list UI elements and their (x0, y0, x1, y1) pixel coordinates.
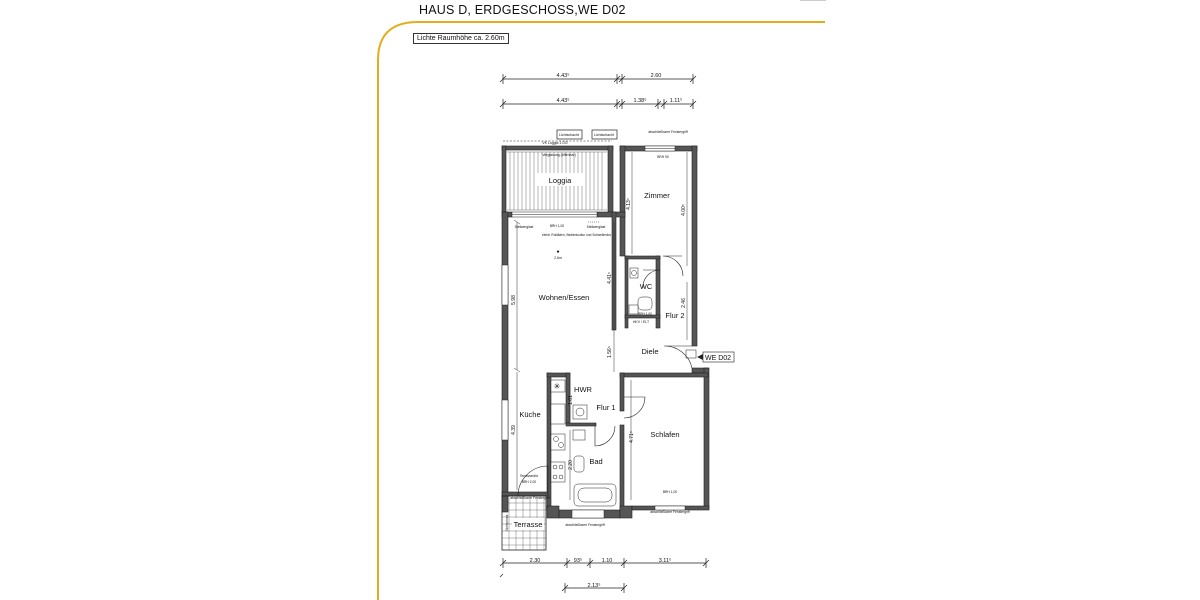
top-dimensions (500, 74, 696, 109)
dim-top-2c: 1.11⁵ (669, 98, 683, 104)
dim-bad-h: 2.20 (568, 460, 574, 470)
dim-zimmer-w: 4.13⁵ (626, 198, 632, 210)
room-flur2: Flur 2 (665, 311, 685, 320)
dim-wc-h: 2.46 (681, 298, 687, 308)
entrance-arrow-icon (697, 354, 703, 360)
glazing-note: Verglasung (öffenbar) (542, 153, 576, 157)
note-brh-100: BRH 1,00 (549, 224, 565, 228)
dim-bottom-1d: 3.11⁵ (658, 558, 672, 564)
lichtschacht-label-2: Lichtschacht (594, 133, 614, 137)
lichtschacht-label-1: Lichtschacht (559, 133, 579, 137)
note-rollladen: elektr. Rollläden, Bedienkontur und Schwellenlos (542, 233, 611, 237)
internal-dimensions (514, 152, 687, 500)
dim-zimmer-h: 4.00⁵ (681, 204, 687, 216)
bath-fixtures (573, 405, 616, 506)
window-lock-note-bad: abschließbarer Fenstergriff (565, 523, 605, 527)
room-loggia: Loggia (548, 176, 572, 185)
ceiling-height-note: Lichte Raumhöhe ca. 2.60m (413, 33, 509, 44)
dim-wohnen-side: 4.41⁵ (607, 272, 613, 284)
room-wc: WC (639, 282, 653, 291)
walls (502, 146, 709, 518)
note-hkv-elt: HKV / ELT (632, 320, 650, 324)
dim-hwr-h: 1.61 (568, 395, 574, 405)
dim-top-1a: 4.43⁵ (556, 73, 570, 79)
window-lock-note-zimmer: abschließbarer Fenstergriff (648, 130, 688, 134)
room-kueche: Küche (519, 410, 541, 419)
dim-top-1b: 2.60 (650, 73, 662, 79)
dim-top-2b: 1.38⁵ (633, 98, 647, 104)
room-zimmer: Zimmer (644, 191, 670, 200)
note-brh-wc: BRH 1,00 (638, 312, 652, 316)
room-hwr: HWR (574, 385, 592, 394)
wc-fixtures (629, 268, 652, 314)
room-diele: Diele (641, 347, 659, 356)
window-lock-note-terrace: abschließbarer Fenstergriff (510, 496, 550, 500)
dim-bottom-1a: 2.30 (529, 558, 541, 564)
note-brh-200: BRH 2,00 (521, 480, 537, 484)
dim-bottom-1b: 93⁵ (573, 558, 583, 564)
note-terrassentuer: Terrassentür (519, 474, 539, 478)
dim-bottom-2a: 2.13⁵ (587, 583, 601, 589)
kitchen-fixtures (551, 380, 565, 482)
unit-label: WE D02 (704, 355, 732, 362)
room-wohnen: Wohnen/Essen (538, 293, 590, 302)
dim-kueche-h: 4.39 (511, 425, 517, 435)
note-stellwerk-right: Stellwerglast (586, 225, 606, 229)
dim-diele-h: 1.56⁵ (607, 346, 613, 358)
plan-title: HAUS D, ERDGESCHOSS,WE D02 (419, 3, 626, 17)
loggia-top-note: VK Loggia 1.OG (542, 141, 568, 145)
note-sichtschutz: Sichtschutz (505, 514, 509, 532)
dim-bottom-1c: 1.10 (601, 558, 613, 564)
dim-top-2a: 4.43⁵ (556, 98, 570, 104)
room-terrasse: Terrasse (513, 520, 543, 529)
ceiling-point-icon: ● (556, 249, 560, 255)
dim-wohnen-h: 5.98 (511, 295, 517, 305)
window-lock-note-schlafen: abschließbarer Fenstergriff (650, 510, 690, 514)
room-flur1: Flur 1 (596, 403, 616, 412)
room-schlafen: Schlafen (650, 430, 680, 439)
ventilation-icon: ✳ (553, 382, 561, 391)
note-brh-schlafen: BRH 1,00 (662, 490, 678, 494)
dim-schlafen-h: 4.71⁵ (629, 431, 635, 443)
brh-90-note: BRH 90 (657, 155, 669, 159)
note-ceiling-point: 2,6m (554, 256, 562, 260)
note-stellwerk-left: Stellwerglast (514, 225, 534, 229)
room-bad: Bad (589, 457, 603, 466)
